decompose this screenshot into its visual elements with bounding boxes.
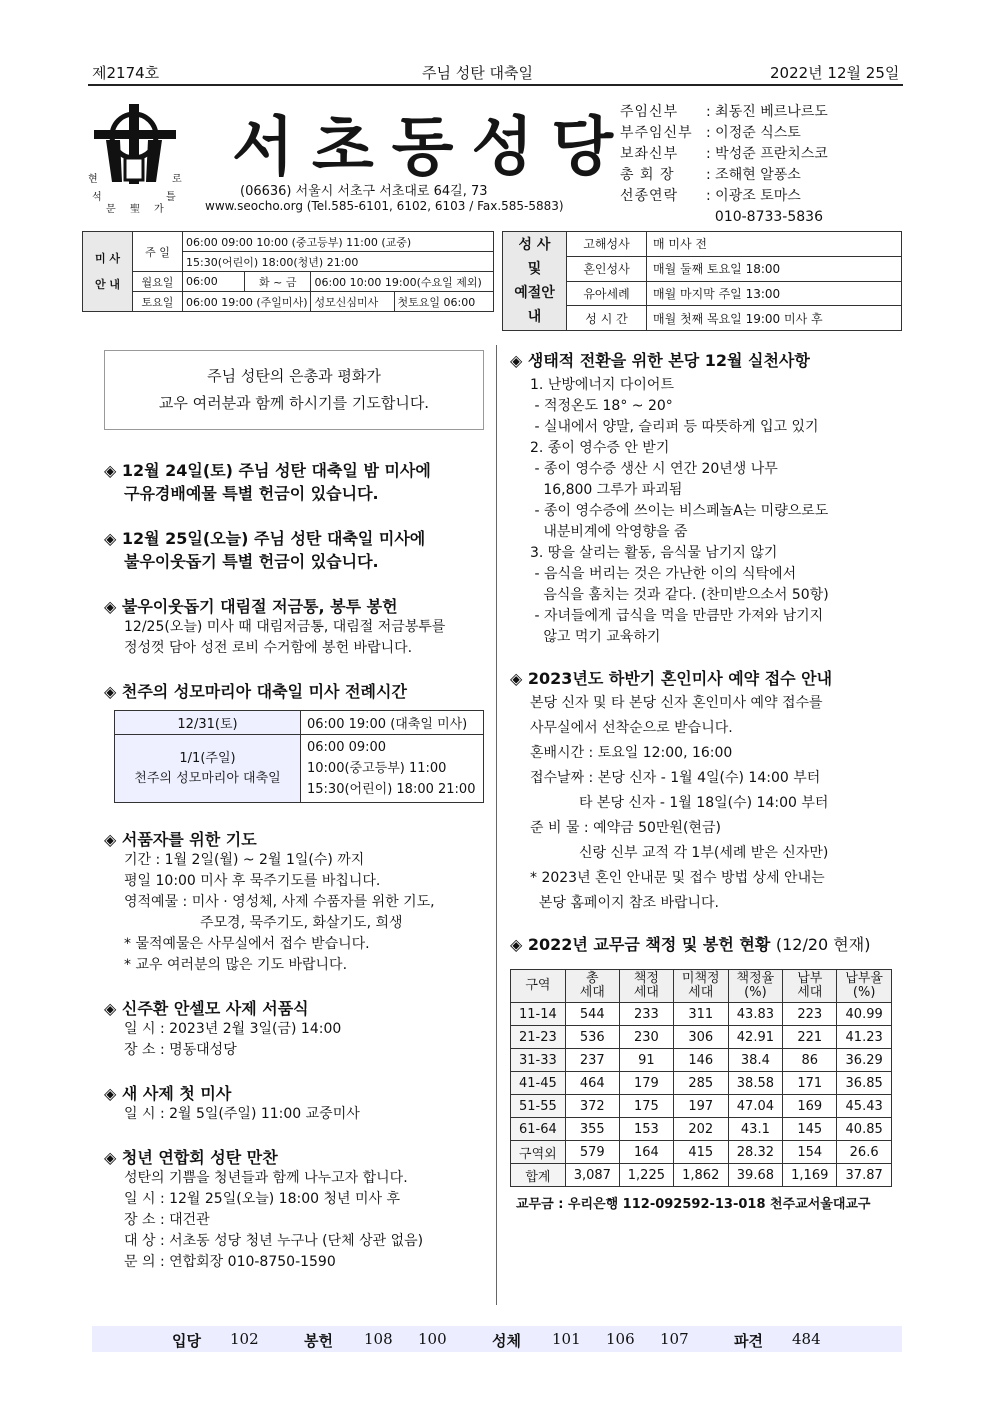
parish-address: (06636) 서울시 서초구 서초대로 64길, 73 (240, 184, 488, 199)
wedding-notice (530, 691, 902, 916)
list-item: 본당 홈페이지 참조 바랍니다. (530, 895, 719, 911)
table-cell: 169 (783, 1095, 837, 1118)
saturday-time: 06:00 19:00 (주일미사) (183, 292, 311, 312)
column-header: 책정율 (%) (728, 970, 783, 1003)
list-item: 신랑 신부 교적 각 1부(세례 받은 신자만) (530, 845, 829, 861)
table-cell: 536 (565, 1026, 619, 1049)
issue-number: 제2174호 (92, 64, 160, 82)
list-item: - 적정온도 18° ~ 20° (530, 398, 673, 414)
christmas-greeting: 주님 성탄의 은총과 평화가 교우 여러분과 함께 하시기를 기도합니다. (104, 350, 484, 430)
staff-list (620, 102, 828, 228)
monday-time: 06:00 (183, 272, 245, 292)
mass-label: 미 사 안 내 (83, 232, 133, 312)
staff-row: 부주임신부 : 이정준 식스토 (620, 125, 801, 141)
table-cell: 175 (619, 1095, 673, 1118)
table-cell: 41.23 (837, 1026, 892, 1049)
list-item: 사무실에서 선착순으로 받습니다. (530, 720, 733, 736)
list-item: - 종이 영수증에 쓰이는 비스페놀A는 미량으로도 (530, 503, 829, 519)
table-cell: 43.1 (728, 1118, 783, 1141)
table-cell: 3,087 (565, 1164, 619, 1187)
table-row (511, 1118, 892, 1141)
table-cell: 223 (783, 1003, 837, 1026)
saturday-label: 토요일 (133, 292, 183, 312)
table-cell: 154 (783, 1141, 837, 1164)
table-row (511, 1164, 892, 1187)
table-cell: 26.6 (837, 1141, 892, 1164)
table-row (511, 1049, 892, 1072)
column-header: 미책정 세대 (673, 970, 728, 1003)
table-cell: 합계 (511, 1164, 566, 1187)
staff-row: 보좌신부 : 박성준 프란치스코 (620, 146, 828, 162)
list-item: 타 본당 신자 - 1월 18일(수) 14:00 부터 (530, 795, 829, 811)
saturday-devotion: 성모신심미사 (311, 292, 394, 312)
table-cell: 237 (565, 1049, 619, 1072)
table-cell: 41-45 (511, 1072, 566, 1095)
table-cell: 1,862 (673, 1164, 728, 1187)
left-column: ◈ 12월 24일(토) 주님 성탄 대축일 밤 미사에 구유경배예물 특별 헌금이 있습니다. ◈ 12월 25일(오늘) 주님 성탄 대축일 미사에 불우이웃돕기 특별 헌금이 있습니다. ◈ 불우이웃돕기 대림절 저금통, 봉투 봉헌 12/25(오늘) 미사 때 대림저금통, 대림절 저금봉투를 정성껏 담아 성전 로비 수거함에 봉헌 바랍니다. ◈ 천주의 성모마리아 대축일 미사 전례시간 12/31(토) 06:00 19:00 (대축일 미사) 1/1(주일) 천주의 성모마리아 대축일 06:00 09:00 10:00(중고등부) 11:00 15:30(어린이) 18:00 21:00 ◈ 서품자를 위한 기도 기간 : 1월 2일(월) ~ 2월 1일(수) 까지 평일 10:00 미사 후 묵주기도를 바칩니다. 영적예물 : 미사 · 영성체, 사제 수품자를 위한 기도, 주모경, 묵주기도, 화살기도, 희생 * 물적예물은 사무실에서 접수 받습니다. * 교우 여러분의 많은 기도 바랍니다. ◈ 신주환 안셀모 사제 서품식 일 시 : 2023년 2월 3일(금) 14:00 장 소 : 명동대성당 ◈ 새 사제 첫 미사 일 시 : 2월 5일(주일) 11:00 교중미사 ◈ 청년 연합회 성탄 만찬 성탄의 기쁨을 청년들과 함께 나누고자 합니다. 일 시 : 12월 25일(오늘) 18:00 청년 미사 후 장 소 : 대건관 대 상 : 서초동 성당 청년 누구나 (단체 상관 없음) 문 의 : 연합회장 010-8750-1590 (104, 458, 494, 1273)
parish-name: 서초동성당 (232, 111, 632, 185)
monday-label: 월요일 (133, 272, 183, 292)
table-row (511, 1026, 892, 1049)
list-item: 접수날짜 : 본당 신자 - 1월 4일(수) 14:00 부터 (530, 770, 821, 786)
list-item: 않고 먹기 교육하기 (530, 629, 661, 645)
table-row (511, 1141, 892, 1164)
list-item: 3. 땅을 살리는 활동, 음식물 남기지 않기 (530, 545, 778, 561)
tuefri-label: 화 ~ 금 (245, 272, 311, 292)
list-item: 16,800 그루가 파괴됨 (530, 482, 683, 498)
table-cell: 38.58 (728, 1072, 783, 1095)
sunday-times-1: 06:00 09:00 10:00 (중고등부) 11:00 (교중) (183, 232, 494, 252)
table-cell: 38.4 (728, 1049, 783, 1072)
table-cell: 43.83 (728, 1003, 783, 1026)
table-cell: 45.43 (837, 1095, 892, 1118)
table-cell: 179 (619, 1072, 673, 1095)
header-bar (88, 58, 903, 86)
table-cell: 31-33 (511, 1049, 566, 1072)
table-cell: 355 (565, 1118, 619, 1141)
column-header: 납부 세대 (783, 970, 837, 1003)
list-item: - 자녀들에게 급식을 먹을 만큼만 가져와 남기지 (530, 608, 824, 624)
sacraments-table: 성 사 및 예절안내 고해성사 매 미사 전 혼인성사 매월 둘째 토요일 18:00 유아세례 매월 마지막 주일 13:00 성 시 간 매월 첫째 목요일 19:00 미사 후 (502, 231, 902, 331)
tuefri-time: 06:00 10:00 19:00(수요일 제외) (311, 272, 494, 292)
table-cell: 42.91 (728, 1026, 783, 1049)
table-cell: 171 (783, 1072, 837, 1095)
table-cell: 146 (673, 1049, 728, 1072)
staff-row: 총 회 장 : 조해현 알퐁소 (620, 167, 801, 183)
table-cell: 197 (673, 1095, 728, 1118)
table-cell: 11-14 (511, 1003, 566, 1026)
table-cell: 37.87 (837, 1164, 892, 1187)
list-item: - 음식을 버리는 것은 가난한 이의 식탁에서 (530, 566, 797, 582)
table-cell: 51-55 (511, 1095, 566, 1118)
column-divider (496, 345, 497, 1305)
table-cell: 372 (565, 1095, 619, 1118)
column-header: 책정 세대 (619, 970, 673, 1003)
sunday-times-2: 15:30(어린이) 18:00(청년) 21:00 (183, 252, 494, 272)
staff-row: 주임신부 : 최동진 베르나르도 (620, 104, 828, 120)
mass-schedule-table (82, 231, 494, 312)
table-cell: 285 (673, 1072, 728, 1095)
table-cell: 1,169 (783, 1164, 837, 1187)
sacraments-label: 성 사 및 예절안내 (503, 232, 567, 331)
table-cell: 91 (619, 1049, 673, 1072)
list-item: 준 비 물 : 예약금 50만원(현금) (530, 820, 721, 836)
list-item: 음식을 훔치는 것과 같다. (찬미받으소서 50항) (530, 587, 829, 603)
table-cell: 61-64 (511, 1118, 566, 1141)
list-item: 혼배시간 : 토요일 12:00, 16:00 (530, 745, 733, 761)
table-cell: 233 (619, 1003, 673, 1026)
table-cell: 230 (619, 1026, 673, 1049)
table-cell: 544 (565, 1003, 619, 1026)
table-cell: 40.99 (837, 1003, 892, 1026)
table-cell: 306 (673, 1026, 728, 1049)
table-cell: 47.04 (728, 1095, 783, 1118)
table-cell: 153 (619, 1118, 673, 1141)
mary-mass-table: 12/31(토) 06:00 19:00 (대축일 미사) 1/1(주일) 천주의 성모마리아 대축일 06:00 09:00 10:00(중고등부) 11:00 15:30(어린이) 18:00 21:00 (114, 710, 484, 803)
list-item: 1. 난방에너지 다이어트 (530, 377, 674, 393)
staff-row: 선종연락 : 이광조 토마스 (620, 188, 801, 204)
table-cell: 579 (565, 1141, 619, 1164)
column-header: 총 세대 (565, 970, 619, 1003)
account-info: 교무금 : 우리은행 112-092592-13-018 천주교서울대교구 (516, 1197, 871, 1212)
liturgy-stats-bar: 입당 102 봉헌 108 100 성체 101 106 107 파견 484 (92, 1326, 902, 1352)
list-item: - 실내에서 양말, 슬리퍼 등 따뜻하게 입고 있기 (530, 419, 819, 435)
table-cell: 464 (565, 1072, 619, 1095)
table-cell: 구역외 (511, 1141, 566, 1164)
table-cell: 86 (783, 1049, 837, 1072)
list-item: - 종이 영수증 생산 시 연간 20년생 나무 (530, 461, 778, 477)
sunday-label: 주 일 (133, 232, 183, 272)
eco-practice-list (530, 375, 902, 648)
table-cell: 202 (673, 1118, 728, 1141)
list-item: 내분비계에 악영향을 줌 (530, 524, 688, 540)
column-header: 구역 (511, 970, 566, 1003)
table-cell: 36.29 (837, 1049, 892, 1072)
table-cell: 36.85 (837, 1072, 892, 1095)
parish-contact: www.seocho.org (Tel.585-6101, 6102, 6103 / Fax.585-5883) (205, 199, 564, 213)
table-cell: 21-23 (511, 1026, 566, 1049)
table-cell: 415 (673, 1141, 728, 1164)
table-cell: 164 (619, 1141, 673, 1164)
table-cell: 1,225 (619, 1164, 673, 1187)
table-row (511, 1072, 892, 1095)
feast-title: 주님 성탄 대축일 (422, 64, 533, 82)
table-cell: 221 (783, 1026, 837, 1049)
staff-row: 010-8733-5836 (714, 209, 823, 225)
table-cell: 39.68 (728, 1164, 783, 1187)
table-row (511, 1095, 892, 1118)
table-cell: 145 (783, 1118, 837, 1141)
table-cell: 311 (673, 1003, 728, 1026)
table-cell: 40.85 (837, 1118, 892, 1141)
column-header: 납부율 (%) (837, 970, 892, 1003)
church-tax-table (510, 969, 892, 1187)
list-item: 본당 신자 및 타 본당 신자 혼인미사 예약 접수를 (530, 695, 823, 711)
table-row (511, 1003, 892, 1026)
issue-date: 2022년 12월 25일 (770, 64, 900, 82)
first-saturday: 첫토요일 06:00 (394, 292, 493, 312)
parish-logo: 현 로 석 틀 문 가 聖 (92, 100, 182, 212)
table-cell: 28.32 (728, 1141, 783, 1164)
list-item: 2. 종이 영수증 안 받기 (530, 440, 670, 456)
list-item: * 2023년 혼인 안내문 및 접수 방법 상세 안내는 (530, 870, 825, 886)
right-column: ◈ 생태적 전환을 위한 본당 12월 실천사항 1. 난방에너지 다이어트 - 적정온도 18° ~ 20° - 실내에서 양말, 슬리퍼 등 따뜻하게 입고 있기 2. 종이 영수증 안 받기 - 종이 영수증 생산 시 연간 20년생 나무 16,800 그루가 파괴됨 - 종이 영수증에 쓰이는 비스페놀A는 미량으로도 내분비계에 악영향을 줌 3. 땅을 살리는 활동, 음식물 남기지 않기 - 음식을 버리는 것은 가난한 이의 식탁에서 음식을 훔치는 것과 같다. (찬미받으소서 50항) - 자녀들에게 급식을 먹을 만큼만 가져와 남기지 않고 먹기 교육하기 ◈ 2023년도 하반기 혼인미사 예약 접수 안내 본당 신자 및 타 본당 신자 혼인미사 예약 접수를 사무실에서 선착순으로 받습니다. 혼배시간 : 토요일 12:00, 16:00 접수날짜 : 본당 신자 - 1월 4일(수) 14:00 부터 타 본당 신자 - 1월 18일(수) 14:00 부터 준 비 물 : 예약금 50만원(현금) 신랑 신부 교적 각 1부(세례 받은 신자만) * 2023년 혼인 안내문 및 접수 방법 상세 안내는 본당 홈페이지 참조 바랍니다. ◈ 2022년 교무금 책정 및 봉헌 현황 (12/20 현재) 구역 총 세대 책정 세대 미책정 세대 책정율 (%) 납부 세대 납부율 (%) 11-14 544 233 311 43.83 223 40.99 21-23 536 230 306 42.91 221 41.23 31-33 237 91 146 38.4 86 36.29 41-45 464 179 285 38.58 171 36.85 51-55 372 175 197 47.04 169 45.43 61-64 355 153 202 43.1 145 40.85 구역외 579 164 415 28.32 154 26.6 합계 3,087 1,225 1,862 39.68 1,169 37.87 교무금 : 우리은행 112-092592-13-018 천주교서울대교구 (510, 348, 902, 1212)
